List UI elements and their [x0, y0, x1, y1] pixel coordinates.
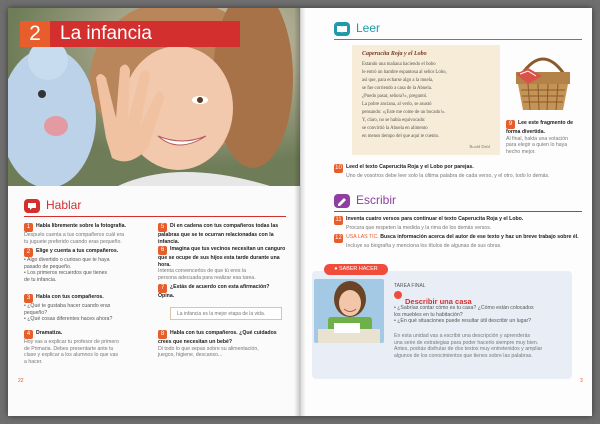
saber-hacer-badge: ● SABER HACER — [324, 264, 388, 275]
section-rule — [334, 39, 582, 40]
unit-number: 2 — [20, 21, 50, 47]
girl-writing-image — [314, 279, 384, 343]
opinion-quote-box: La infancia es la mejor etapa de la vida. — [170, 307, 282, 320]
unit-title: La infancia — [60, 23, 152, 44]
section-rule — [24, 216, 286, 217]
speech-bubble-icon — [24, 199, 40, 213]
book-spread — [8, 8, 592, 416]
tarea-heading: Describir una casa — [394, 291, 472, 309]
story-line: se convirtió la Abuela en alimento — [362, 126, 428, 131]
section-title: Escribir — [356, 193, 397, 207]
tarea-paragraph: En esta unidad vas a escribir una descripción y aprenderás una serie de estrategias para poder hacerlo siempre muy bien. Antes, podrás disfrutar de dos textos muy entretenidos y ampliar algunos de los conocimientos que tienes sobre las palabras. — [394, 333, 543, 359]
section-title: Hablar — [46, 198, 82, 212]
question-1: 1 Habla libremente sobre la fotografía. Después cuenta a tus compañeros cuál era tu juguete preferido cuando eras pequeño. — [24, 223, 126, 245]
story-line: Y, claro, no se había equivocado: — [362, 118, 426, 123]
question-8: 8 Habla con tus compañeros. ¿Qué cuidados crees que necesitan un bebé? Di todo lo que sepas sobre su alimentación, juegos, higiene, descanso... — [158, 330, 277, 359]
star-icon: ● — [334, 266, 340, 272]
saber-hacer-panel — [312, 271, 572, 379]
story-line: Estando una mañana haciendo el bobo — [362, 62, 436, 67]
unit-title-bar — [20, 21, 240, 47]
story-line: así que, para echarse algo a la muela, — [362, 78, 434, 83]
section-title: Leer — [356, 21, 381, 35]
child-photo — [8, 8, 300, 186]
question-12: 12 USA LAS TIC. Busca información acerca del autor de ese texto y haz un breve trabajo sobre él. Incluye su biografía y menciona los títulos de algunas de sus obras. — [335, 234, 579, 249]
story-box — [352, 45, 500, 155]
right-page — [300, 8, 592, 416]
story-line: La pobre anciana, al verlo, se asustó — [362, 102, 432, 107]
left-page — [8, 8, 300, 416]
page-number-right: 3 — [580, 378, 583, 384]
story-title: Caperucita Roja y el Lobo — [362, 51, 427, 57]
tarea-kicker: TAREA FINAL — [394, 283, 426, 289]
tarea-bullets: • ¿Sabrías contar cómo es tu casa? ¿Cómo están colocados los muebles en tu habitación? • ¿En qué situaciones puede resultar útil describir un lugar? — [394, 305, 534, 325]
question-6: 6 Imagina que tus vecinos necesitan un canguro que se ocupe de sus hijos esta tarde durante una hora. Intenta convencerlos de que tú eres la persona adecuada para realizar esa tarea. — [158, 246, 286, 281]
book-icon — [334, 22, 350, 36]
question-9: 9 Lee este fragmento de forma divertida. Al final, hakta una votación para elegir a quien lo haya hecho mejor. — [506, 120, 574, 155]
question-7: 7 ¿Estás de acuerdo con esta afirmación? Opina. — [158, 284, 270, 299]
pencil-icon — [334, 194, 350, 208]
story-line: en menos tiempo del que aquí te cuento. — [362, 134, 440, 139]
picnic-basket-image — [508, 44, 578, 114]
question-11: 11 Inventa cuatro versos para continuar el texto Caperucita Roja y el Lobo. Procura que respeten la medida y la rima de los demás versos. — [335, 216, 524, 231]
section-rule — [334, 211, 582, 212]
book-gutter — [294, 8, 306, 416]
story-line: pensando: «¡Este me come de un bocado!». — [362, 110, 446, 115]
question-10: 10 Leed el texto Caperucita Roja y el Lobo por parejas. Uno de vosotros debe leer solo la última palabra de cada verso, y el otro, todo lo demás. — [335, 164, 550, 179]
story-line: le entró un hambre espantosa al señor Lobo, — [362, 70, 447, 75]
story-author: Roald Dahl — [469, 144, 490, 149]
question-5: 5 Di en cadena con tus compañeros todas las palabras que se te ocurran relacionadas con la infancia. — [158, 223, 279, 245]
question-4: 4 Dramatiza. Hoy vas a explicar tu profesor de primero de Primaria. Debes presentarte ante tu clase y explicar a los alumnos lo que vas a hacer. — [24, 330, 119, 365]
question-3: 3 Habla con tus compañeros. • ¿Qué te gustaba hacer cuando eras pequeño? • ¿Qué cosas diferentes haces ahora? — [24, 294, 113, 323]
story-line: ¿Puedo pasar, señora?», preguntó. — [362, 94, 428, 99]
question-2: 2 Elige y cuenta a tus compañeros. • Algo divertido o curioso que te haya pasado de pequeño. • Los primeros recuerdos que tienes de tu infancia. — [24, 248, 119, 283]
pin-icon — [394, 291, 402, 299]
story-line: se fue corriendo a casa de la Abuela. — [362, 86, 433, 91]
page-number-left: 22 — [18, 378, 24, 384]
